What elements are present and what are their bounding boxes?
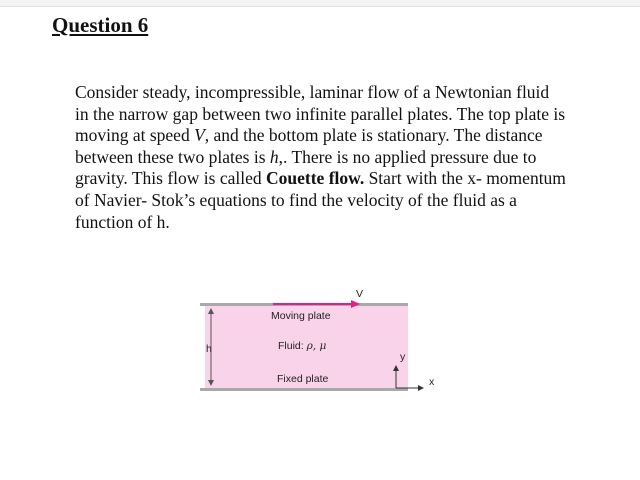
top-divider: [0, 0, 640, 7]
x-axis-arrowhead: [418, 385, 424, 391]
problem-text-4: Start with the x- momentum of Navier- Stok’s equations to find the velocity of the fluid as a function of h.: [75, 168, 566, 232]
speed-symbol: V: [194, 125, 205, 146]
couette-flow-term: Couette flow.: [266, 168, 365, 189]
fixed-plate-label: Fixed plate: [277, 373, 329, 385]
gap-label: h: [206, 343, 212, 355]
problem-text-1: Consider steady, incompressible, laminar flow of a Newtonian fluid in the narrow gap between two infinite parallel plates. The top plate is moving at speed: [75, 82, 566, 146]
couette-flow-diagram: [195, 288, 445, 398]
gap-symbol: h: [269, 146, 279, 167]
problem-statement: [75, 82, 567, 233]
problem-text-3: ,. There is no applied pressure due to gravity. This flow is called: [75, 146, 537, 189]
fluid-prefix: Fluid:: [278, 340, 307, 352]
problem-text-2: , and the bottom plate is stationary. The distance between these two plates is: [75, 125, 543, 167]
question-title: Question 6: [52, 13, 149, 37]
fluid-properties: ρ, μ: [306, 340, 327, 352]
x-axis-label: x: [429, 376, 435, 388]
moving-plate-label: Moving plate: [271, 310, 331, 322]
y-axis-label: y: [400, 351, 406, 363]
fluid-label: [278, 340, 326, 352]
velocity-label: V: [356, 288, 364, 300]
